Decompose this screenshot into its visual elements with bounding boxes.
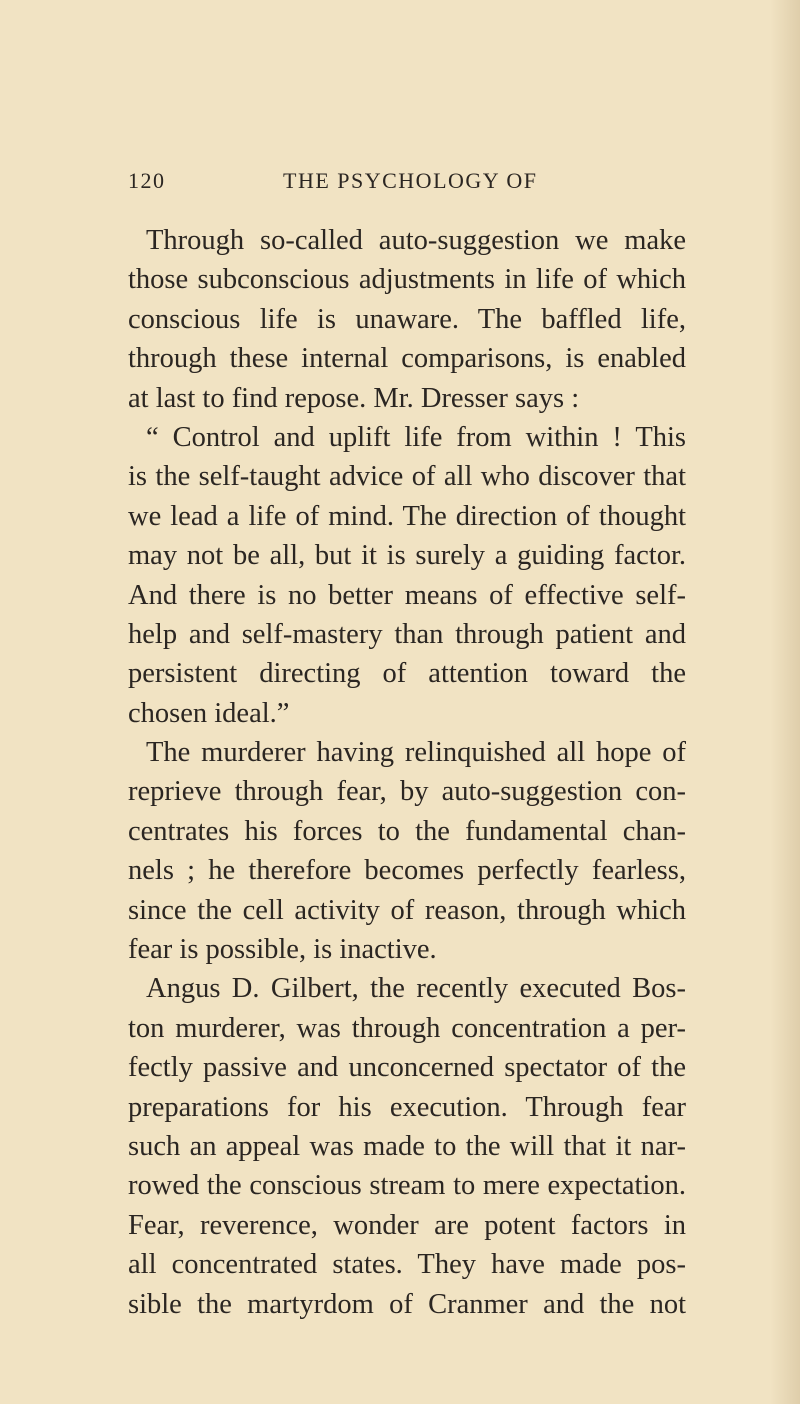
text-line: rowed the conscious stream to mere expectation.	[128, 1170, 686, 1202]
text-line: “ Control and uplift life from within ! This	[146, 421, 686, 453]
page-number: 120	[128, 168, 166, 193]
text-line: chosen ideal.”	[128, 697, 290, 729]
body-text	[128, 221, 686, 1324]
text-line: we lead a life of mind. The direction of thought	[128, 500, 686, 532]
text-line: conscious life is unaware. The baffled life,	[128, 303, 686, 335]
text-line: And there is no better means of effective self-	[128, 579, 686, 611]
text-line: nels ; he therefore becomes perfectly fearless,	[128, 855, 686, 887]
text-line: help and self-mastery than through patient and	[128, 618, 686, 650]
text-line: such an appeal was made to the will that it nar-	[128, 1130, 686, 1162]
text-line: sible the martyrdom of Cranmer and the not	[128, 1288, 686, 1320]
text-line: Angus D. Gilbert, the recently executed Bos-	[146, 973, 686, 1005]
text-line: through these internal comparisons, is enabled	[128, 343, 686, 375]
text-line: fectly passive and unconcerned spectator of the	[128, 1052, 686, 1084]
text-line: persistent directing of attention toward the	[128, 658, 686, 690]
text-line: may not be all, but it is surely a guiding factor.	[128, 540, 686, 572]
text-line: all concentrated states. They have made pos-	[128, 1249, 686, 1281]
text-line: preparations for his execution. Through fear	[128, 1091, 686, 1123]
text-line: Fear, reverence, wonder are potent factors in	[128, 1209, 686, 1241]
text-line: fear is possible, is inactive.	[128, 934, 437, 966]
text-line: since the cell activity of reason, through which	[128, 894, 686, 926]
text-line: is the self-taught advice of all who discover that	[128, 461, 686, 493]
text-line: centrates his forces to the fundamental chan-	[128, 815, 686, 847]
text-line: The murderer having relinquished all hope of	[146, 737, 686, 769]
text-line: ton murderer, was through concentration a per-	[128, 1012, 686, 1044]
page-header	[128, 166, 688, 196]
text-line: those subconscious adjustments in life of which	[128, 264, 686, 296]
running-head: THE PSYCHOLOGY OF	[283, 168, 538, 193]
text-line: Through so-called auto-suggestion we make	[146, 225, 686, 256]
text-line: at last to find repose. Mr. Dresser says :	[128, 382, 580, 414]
text-line: reprieve through fear, by auto-suggestion con-	[128, 776, 686, 808]
